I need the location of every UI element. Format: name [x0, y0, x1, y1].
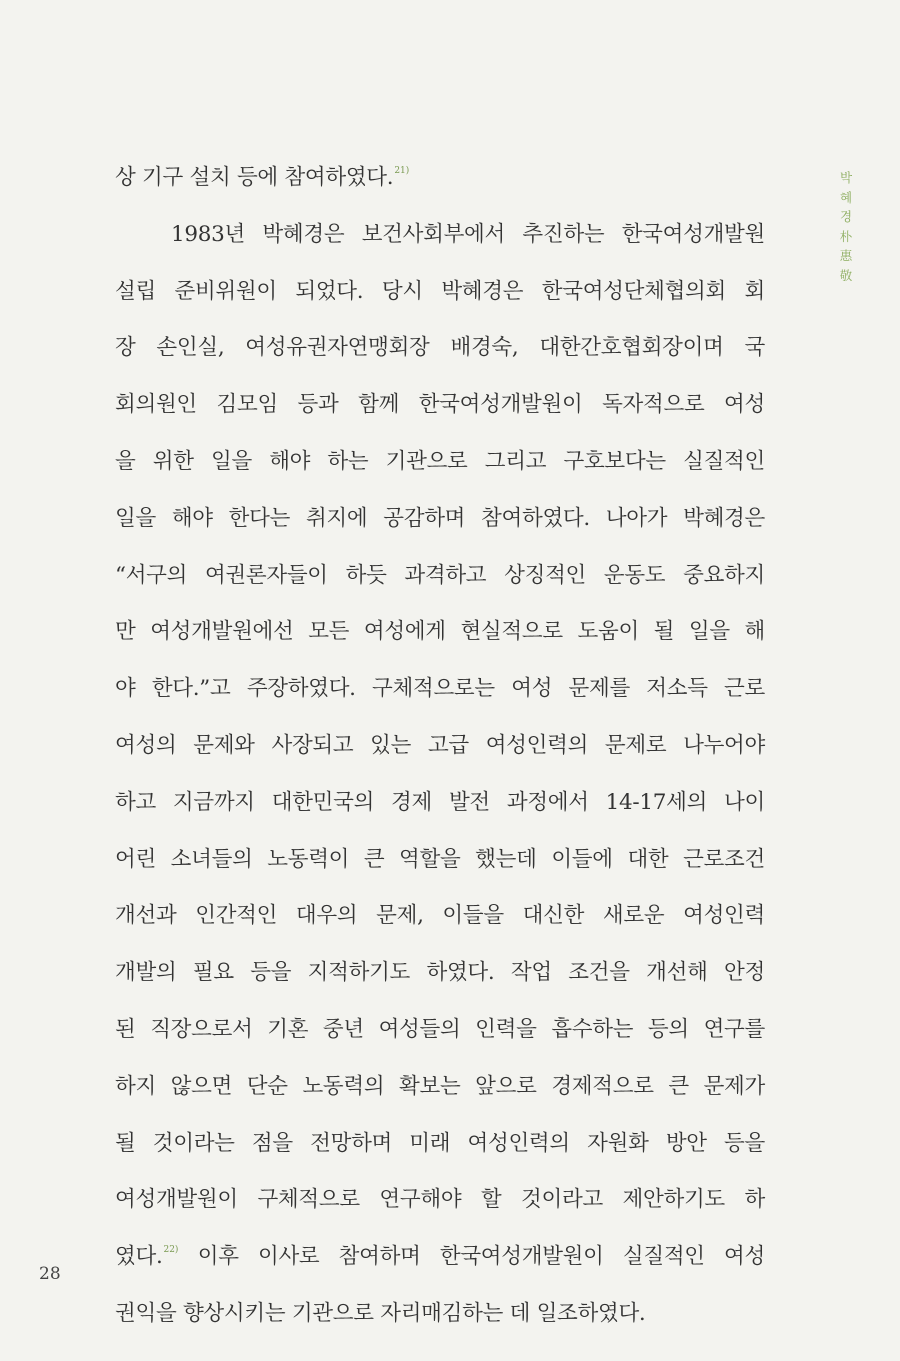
running-head-char: 혜: [839, 189, 853, 205]
page-number: 28: [39, 1264, 61, 1284]
running-head-char: 惠: [839, 248, 853, 263]
line-text: 여성의 문제와 사장되고 있는 고급 여성인력의 문제로 나누어야: [115, 732, 765, 758]
running-head-char: 敬: [839, 267, 853, 283]
running-head-char: 朴: [839, 228, 853, 244]
line-text: 하지 않으면 단순 노동력의 확보는 앞으로 경제적으로 큰 문제가: [115, 1073, 765, 1099]
line-text: 개발의 필요 등을 지적하기도 하였다. 작업 조건을 개선해 안정: [115, 960, 765, 986]
text-line: [115, 548, 765, 605]
text-line: [115, 888, 765, 945]
line-text: “서구의 여권론자들이 하듯 과격하고 상징적인 운동도 중요하지: [115, 562, 765, 588]
text-line: [115, 1172, 765, 1229]
text-line: [115, 434, 765, 491]
line-text: 이후 이사로 참여하며 한국여성개발원이 실질적인 여성: [178, 1244, 765, 1270]
line-text: 일을 해야 한다는 취지에 공감하며 참여하였다. 나아가 박혜경은: [115, 505, 765, 531]
running-head-char: 경: [839, 209, 853, 224]
line-text: 어린 소녀들의 노동력이 큰 역할을 했는데 이들에 대한 근로조건: [115, 846, 765, 872]
running-head-char: 박: [839, 170, 853, 185]
line-text: 하고 지금까지 대한민국의 경제 발전 과정에서 14-17세의 나이: [115, 789, 765, 815]
text-line: [115, 945, 765, 1002]
line-text: 1983년 박혜경은 보건사회부에서 추진하는 한국여성개발원: [171, 221, 765, 247]
footnote-marker: 21): [394, 166, 410, 176]
text-line: [115, 1229, 765, 1286]
line-text: 된 직장으로서 기혼 중년 여성들의 인력을 흡수하는 등의 연구를: [115, 1016, 765, 1042]
text-line: [115, 207, 765, 264]
text-line: [115, 604, 765, 661]
line-text: 장 손인실, 여성유권자연맹회장 배경숙, 대한간호협회장이며 국: [115, 335, 765, 361]
text-line: [115, 491, 765, 548]
line-text: 여성개발원이 구체적으로 연구해야 할 것이라고 제안하기도 하: [115, 1187, 765, 1213]
line-text: 회의원인 김모임 등과 함께 한국여성개발원이 독자적으로 여성: [115, 392, 765, 418]
footnote-marker: 22): [163, 1245, 179, 1256]
line-text: 을 위한 일을 해야 하는 기관으로 그리고 구호보다는 실질적인: [115, 448, 765, 474]
line-text: 설립 준비위원이 되었다. 당시 박혜경은 한국여성단체협의회 회: [115, 278, 765, 304]
line-text: 만 여성개발원에선 모든 여성에게 현실적으로 도움이 될 일을 해: [115, 619, 765, 645]
text-line: [115, 832, 765, 889]
text-line: [115, 150, 765, 207]
line-text: 될 것이라는 점을 전망하며 미래 여성인력의 자원화 방안 등을: [115, 1130, 765, 1156]
text-line: [115, 320, 765, 377]
text-line: [115, 1002, 765, 1059]
body-text: [115, 150, 765, 1343]
text-line: [115, 1059, 765, 1116]
text-line: [115, 264, 765, 321]
text-line: [115, 377, 765, 434]
line-text: 개선과 인간적인 대우의 문제, 이들을 대신한 새로운 여성인력: [115, 903, 765, 929]
line-text: 였다.: [115, 1244, 163, 1270]
text-line: [115, 1286, 765, 1343]
text-line: [115, 1116, 765, 1173]
text-line: [115, 775, 765, 832]
running-head: [835, 168, 857, 285]
line-text: 상 기구 설치 등에 참여하였다.: [115, 165, 394, 190]
text-line: [115, 661, 765, 718]
line-text: 야 한다.”고 주장하였다. 구체적으로는 여성 문제를 저소득 근로: [115, 676, 765, 702]
line-text: 권익을 향상시키는 기관으로 자리매김하는 데 일조하였다.: [115, 1300, 646, 1326]
text-line: [115, 718, 765, 775]
